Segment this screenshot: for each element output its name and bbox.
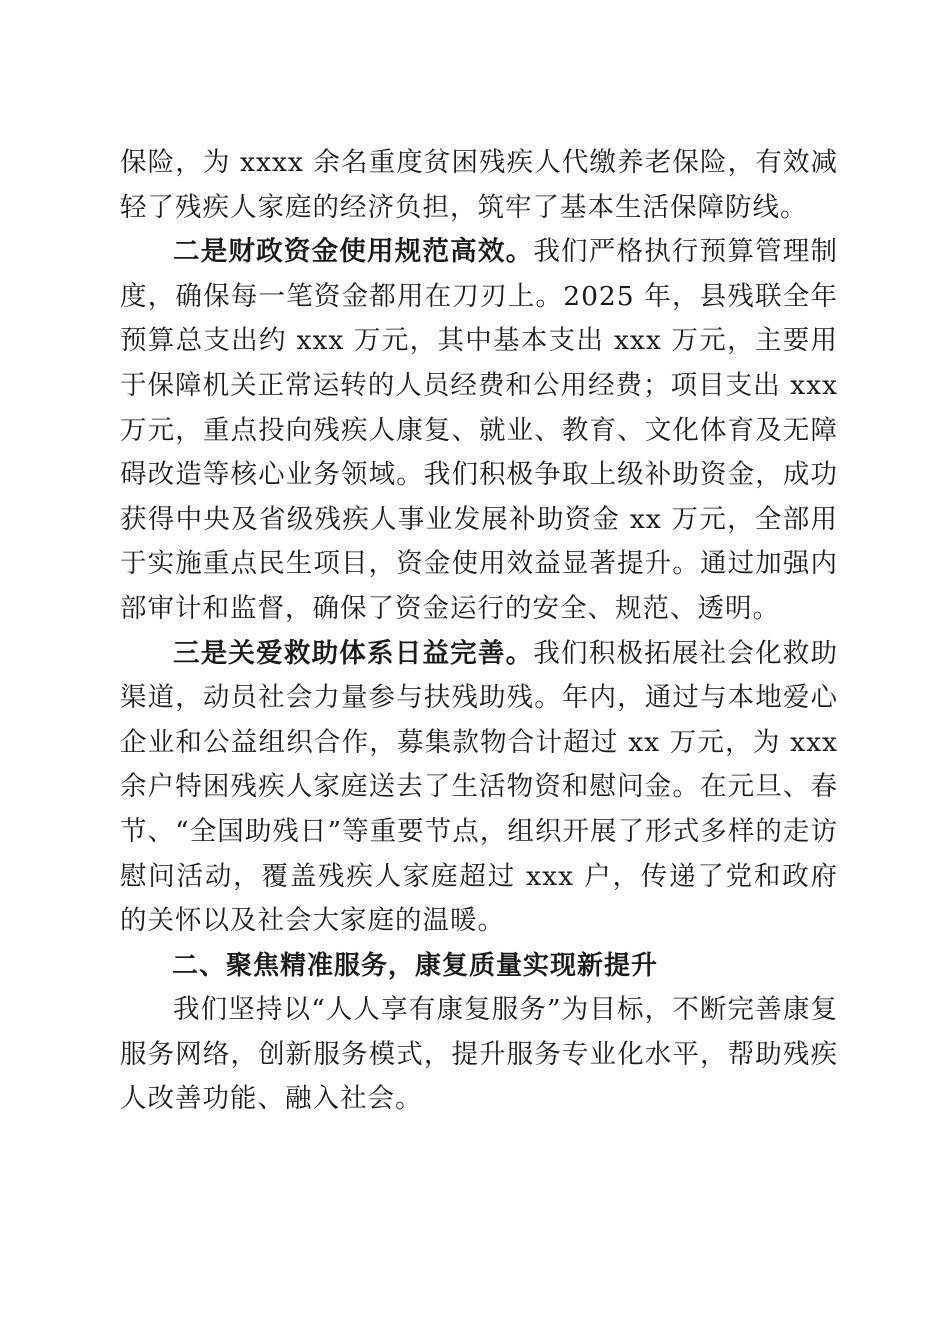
paragraph-closing: 我们坚持以“人人享有康复服务”为目标，不断完善康复服务网络，创新服务模式，提升服务专业化水平，帮助残疾人改善功能、融入社会。 <box>120 994 838 1115</box>
document-body <box>120 141 838 1122</box>
paragraph-lead: 二是财政资金使用规范高效。 <box>173 236 534 268</box>
paragraph-text: 我们积极拓展社会化救助渠道，动员社会力量参与扶残助残。年内，通过与本地爱心企业和公益组织合作，募集款物合计超过 xx 万元，为 xxx 余户特困残疾人家庭送去了生活物资和慰问金。在元旦、春节、“全国助残日”等重要节点，组织开展了形式多样的走访慰问活动，覆盖残疾人家庭超过 xxx 户，传递了党和政府的关怀以及社会大家庭的温暖。 <box>120 637 839 937</box>
paragraph-relief <box>120 632 838 944</box>
paragraph-text: 保险，为 xxxx 余名重度贫困残疾人代缴养老保险，有效减轻了残疾人家庭的经济负担，筑牢了基本生活保障防线。 <box>120 147 838 223</box>
paragraph-finance <box>120 230 838 631</box>
paragraph-continuation <box>120 141 838 230</box>
paragraph-text: 我们严格执行预算管理制度，确保每一笔资金都用在刀刃上。2025 年，县残联全年预算总支出约 xxx 万元，其中基本支出 xxx 万元，主要用于保障机关正常运转的人员经费和公用经费；项目支出 xxx 万元，重点投向残疾人康复、就业、教育、文化体育及无障碍改造等核心业务领域。我们积极争取上级补助资金，成功获得中央及省级残疾人事业发展补助资金 xx 万元，全部用于实施重点民生项目，资金使用效益显著提升。通过加强内部审计和监督，确保了资金运行的安全、规范、透明。 <box>120 236 839 624</box>
section-heading: 二、聚焦精准服务，康复质量实现新提升 <box>172 950 659 981</box>
paragraph-lead: 三是关爱救助体系日益完善。 <box>173 637 534 669</box>
